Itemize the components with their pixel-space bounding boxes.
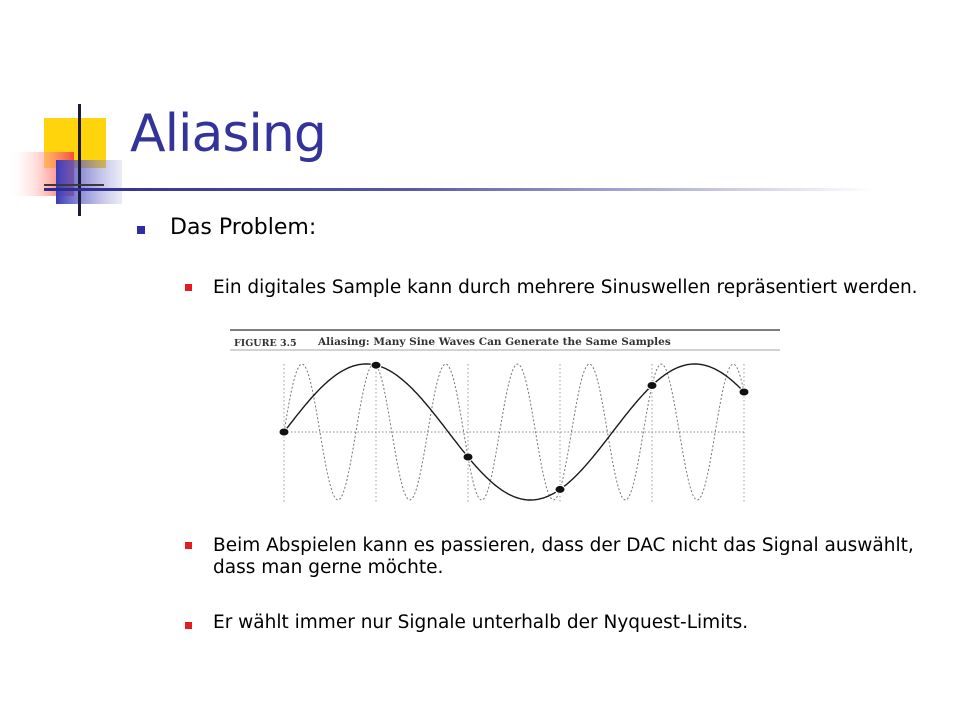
sample-point <box>279 428 289 436</box>
sample-point <box>647 382 657 390</box>
level1-text: Das Problem: <box>170 215 317 240</box>
sample-point <box>739 388 749 396</box>
bullet-marker-3 <box>185 622 192 629</box>
aliasing-figure <box>200 326 782 508</box>
sample-point <box>463 453 473 461</box>
bullet-text-3: Er wählt immer nur Signale unterhalb der Nyquest-Limits. <box>213 612 749 633</box>
bullet-marker-2 <box>185 542 192 549</box>
level1-bullet-marker <box>137 226 145 234</box>
sample-point <box>371 361 381 369</box>
bullet-marker-1 <box>185 284 192 291</box>
figure-caption-text: Aliasing: Many Sine Waves Can Generate the Same Samples <box>318 336 671 348</box>
bullet-text-1: Ein digitales Sample kann durch mehrere Sinuswellen repräsentiert werden. <box>213 277 918 298</box>
sample-point <box>555 485 565 493</box>
title-divider <box>44 188 874 191</box>
figure-caption-label: FIGURE 3.5 <box>234 338 297 349</box>
slide-logo <box>0 100 140 220</box>
slide-title: Aliasing <box>130 104 326 164</box>
bullet-text-2: Beim Abspielen kann es passieren, dass der DAC nicht das Signal auswählt, dass man gerne möchte. <box>213 535 914 578</box>
